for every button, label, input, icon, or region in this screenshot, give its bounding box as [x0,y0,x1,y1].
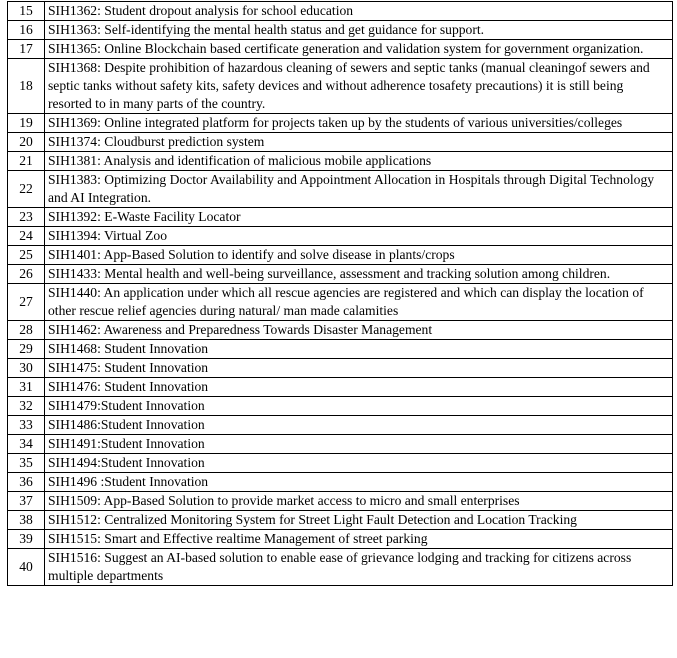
row-number-cell: 24 [8,227,45,246]
table-row [8,492,673,511]
row-number-cell: 40 [8,549,45,586]
problem-statement-cell: SIH1515: Smart and Effective realtime Management of street parking [45,530,673,549]
row-number-cell: 23 [8,208,45,227]
problem-statement-cell: SIH1491:Student Innovation [45,435,673,454]
table-row [8,21,673,40]
problem-statement-cell: SIH1462: Awareness and Preparedness Towards Disaster Management [45,321,673,340]
problem-statement-cell: SIH1475: Student Innovation [45,359,673,378]
table-row [8,378,673,397]
problem-statement-cell: SIH1479:Student Innovation [45,397,673,416]
problem-statement-cell: SIH1494:Student Innovation [45,454,673,473]
problem-statement-cell: SIH1394: Virtual Zoo [45,227,673,246]
problem-statement-cell: SIH1496 :Student Innovation [45,473,673,492]
row-number-cell: 29 [8,340,45,359]
row-number-cell: 20 [8,133,45,152]
row-number-cell: 37 [8,492,45,511]
table-row [8,59,673,114]
row-number-cell: 36 [8,473,45,492]
row-number-cell: 25 [8,246,45,265]
row-number-cell: 30 [8,359,45,378]
table-row [8,284,673,321]
problem-statement-cell: SIH1383: Optimizing Doctor Availability and Appointment Allocation in Hospitals through Digital Technology and AI Integration. [45,171,673,208]
table-row [8,227,673,246]
row-number-cell: 22 [8,171,45,208]
row-number-cell: 35 [8,454,45,473]
problem-statement-cell: SIH1365: Online Blockchain based certificate generation and validation system for government organization. [45,40,673,59]
problem-statement-cell: SIH1433: Mental health and well-being surveillance, assessment and tracking solution among children. [45,265,673,284]
problem-statement-cell: SIH1381: Analysis and identification of malicious mobile applications [45,152,673,171]
row-number-cell: 21 [8,152,45,171]
problem-statement-cell: SIH1368: Despite prohibition of hazardous cleaning of sewers and septic tanks (manual cleaningof sewers and septic tanks without safety kits, safety devices and without adherence tosafety precautions) it is still being resorted to in many parts of the country. [45,59,673,114]
table-row [8,265,673,284]
problem-statement-cell: SIH1401: App-Based Solution to identify and solve disease in plants/crops [45,246,673,265]
table-row [8,511,673,530]
table-body [8,2,673,586]
row-number-cell: 18 [8,59,45,114]
table-row [8,473,673,492]
table-row [8,2,673,21]
table-row [8,340,673,359]
table-row [8,435,673,454]
row-number-cell: 39 [8,530,45,549]
table-row [8,208,673,227]
row-number-cell: 38 [8,511,45,530]
problem-statement-cell: SIH1369: Online integrated platform for projects taken up by the students of various universities/colleges [45,114,673,133]
row-number-cell: 15 [8,2,45,21]
table-row [8,40,673,59]
table-row [8,530,673,549]
table-row [8,416,673,435]
table-row [8,152,673,171]
table-row [8,359,673,378]
problem-statement-table [7,1,673,586]
table-row [8,397,673,416]
row-number-cell: 16 [8,21,45,40]
table-row [8,454,673,473]
row-number-cell: 27 [8,284,45,321]
row-number-cell: 17 [8,40,45,59]
problem-statement-cell: SIH1516: Suggest an AI-based solution to enable ease of grievance lodging and tracking for citizens across multiple departments [45,549,673,586]
table-row [8,549,673,586]
problem-statement-cell: SIH1374: Cloudburst prediction system [45,133,673,152]
problem-statement-cell: SIH1512: Centralized Monitoring System for Street Light Fault Detection and Location Tracking [45,511,673,530]
problem-statement-cell: SIH1476: Student Innovation [45,378,673,397]
problem-statement-cell: SIH1509: App-Based Solution to provide market access to micro and small enterprises [45,492,673,511]
row-number-cell: 32 [8,397,45,416]
problem-statement-cell: SIH1363: Self-identifying the mental health status and get guidance for support. [45,21,673,40]
table-row [8,133,673,152]
row-number-cell: 31 [8,378,45,397]
row-number-cell: 19 [8,114,45,133]
table-row [8,114,673,133]
row-number-cell: 28 [8,321,45,340]
row-number-cell: 34 [8,435,45,454]
table-row [8,321,673,340]
problem-statement-cell: SIH1440: An application under which all rescue agencies are registered and which can display the location of other rescue relief agencies during natural/ man made calamities [45,284,673,321]
problem-statement-cell: SIH1468: Student Innovation [45,340,673,359]
problem-statement-cell: SIH1392: E-Waste Facility Locator [45,208,673,227]
problem-statement-cell: SIH1362: Student dropout analysis for school education [45,2,673,21]
table-row [8,246,673,265]
row-number-cell: 26 [8,265,45,284]
row-number-cell: 33 [8,416,45,435]
problem-statement-cell: SIH1486:Student Innovation [45,416,673,435]
table-row [8,171,673,208]
